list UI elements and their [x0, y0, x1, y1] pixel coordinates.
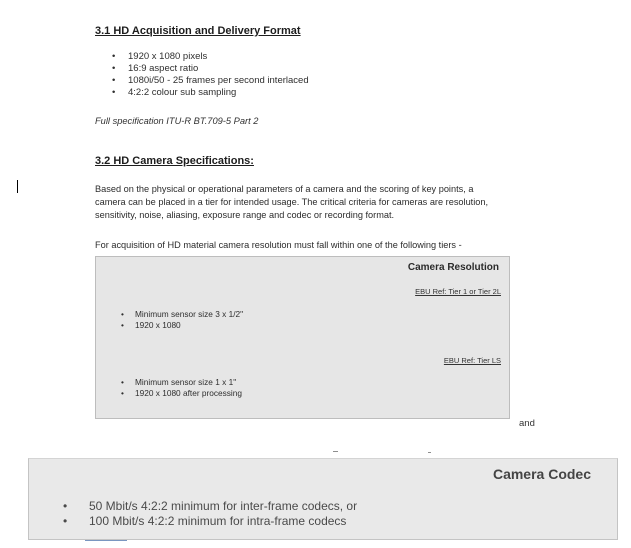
paragraph-line: sensitivity, noise, aliasing, exposure range and codec or recording format.: [95, 210, 395, 220]
tier2-bullet-list: [116, 377, 242, 399]
ebu-ref-tier-ls: EBU Ref: Tier LS: [443, 356, 501, 365]
section-3-2-paragraph: [95, 183, 488, 222]
camera-resolution-title: Camera Resolution: [407, 262, 499, 273]
list-item: • 1920 x 1080 pixels: [106, 51, 309, 63]
list-item: • 100 Mbit/s 4:2:2 minimum for intra-frame codecs: [61, 514, 357, 529]
paragraph-line: camera can be placed in a tier for intended usage. The critical criteria for cameras are resolution,: [95, 197, 489, 207]
list-item: • Minimum sensor size 3 x 1/2": [116, 309, 243, 320]
tiers-intro-text: For acquisition of HD material camera resolution must fall within one of the following tiers -: [95, 240, 462, 250]
list-item: • 1080i/50 - 25 frames per second interlaced: [106, 75, 309, 87]
camera-resolution-box: [95, 256, 510, 419]
section-3-2-heading: 3.2 HD Camera Specifications:: [95, 155, 254, 167]
camera-codec-box: [28, 458, 618, 540]
list-item: • 16:9 aspect ratio: [106, 63, 309, 75]
connector-text: and: [519, 418, 535, 429]
scan-artifact: [333, 451, 338, 452]
codec-bullet-list: [61, 499, 357, 529]
spec-note: Full specification ITU-R BT.709-5 Part 2: [95, 116, 259, 126]
ebu-ref-tier1: EBU Ref: Tier 1 or Tier 2L: [415, 287, 501, 296]
scan-artifact: [428, 452, 431, 453]
camera-codec-title: Camera Codec: [492, 466, 591, 482]
list-item: • 1920 x 1080 after processing: [116, 388, 242, 399]
section-3-1-bullet-list: [106, 51, 309, 99]
list-item: • Minimum sensor size 1 x 1": [116, 377, 242, 388]
paragraph-line: Based on the physical or operational parameters of a camera and the scoring of key points, a: [95, 184, 474, 194]
tier1-bullet-list: [116, 309, 243, 331]
list-item: • 4:2:2 colour sub sampling: [106, 87, 309, 99]
section-3-1-heading: 3.1 HD Acquisition and Delivery Format: [95, 25, 301, 37]
list-item: • 50 Mbit/s 4:2:2 minimum for inter-frame codecs, or: [61, 499, 357, 514]
list-item: • 1920 x 1080: [116, 320, 243, 331]
text-cursor: [17, 180, 18, 193]
